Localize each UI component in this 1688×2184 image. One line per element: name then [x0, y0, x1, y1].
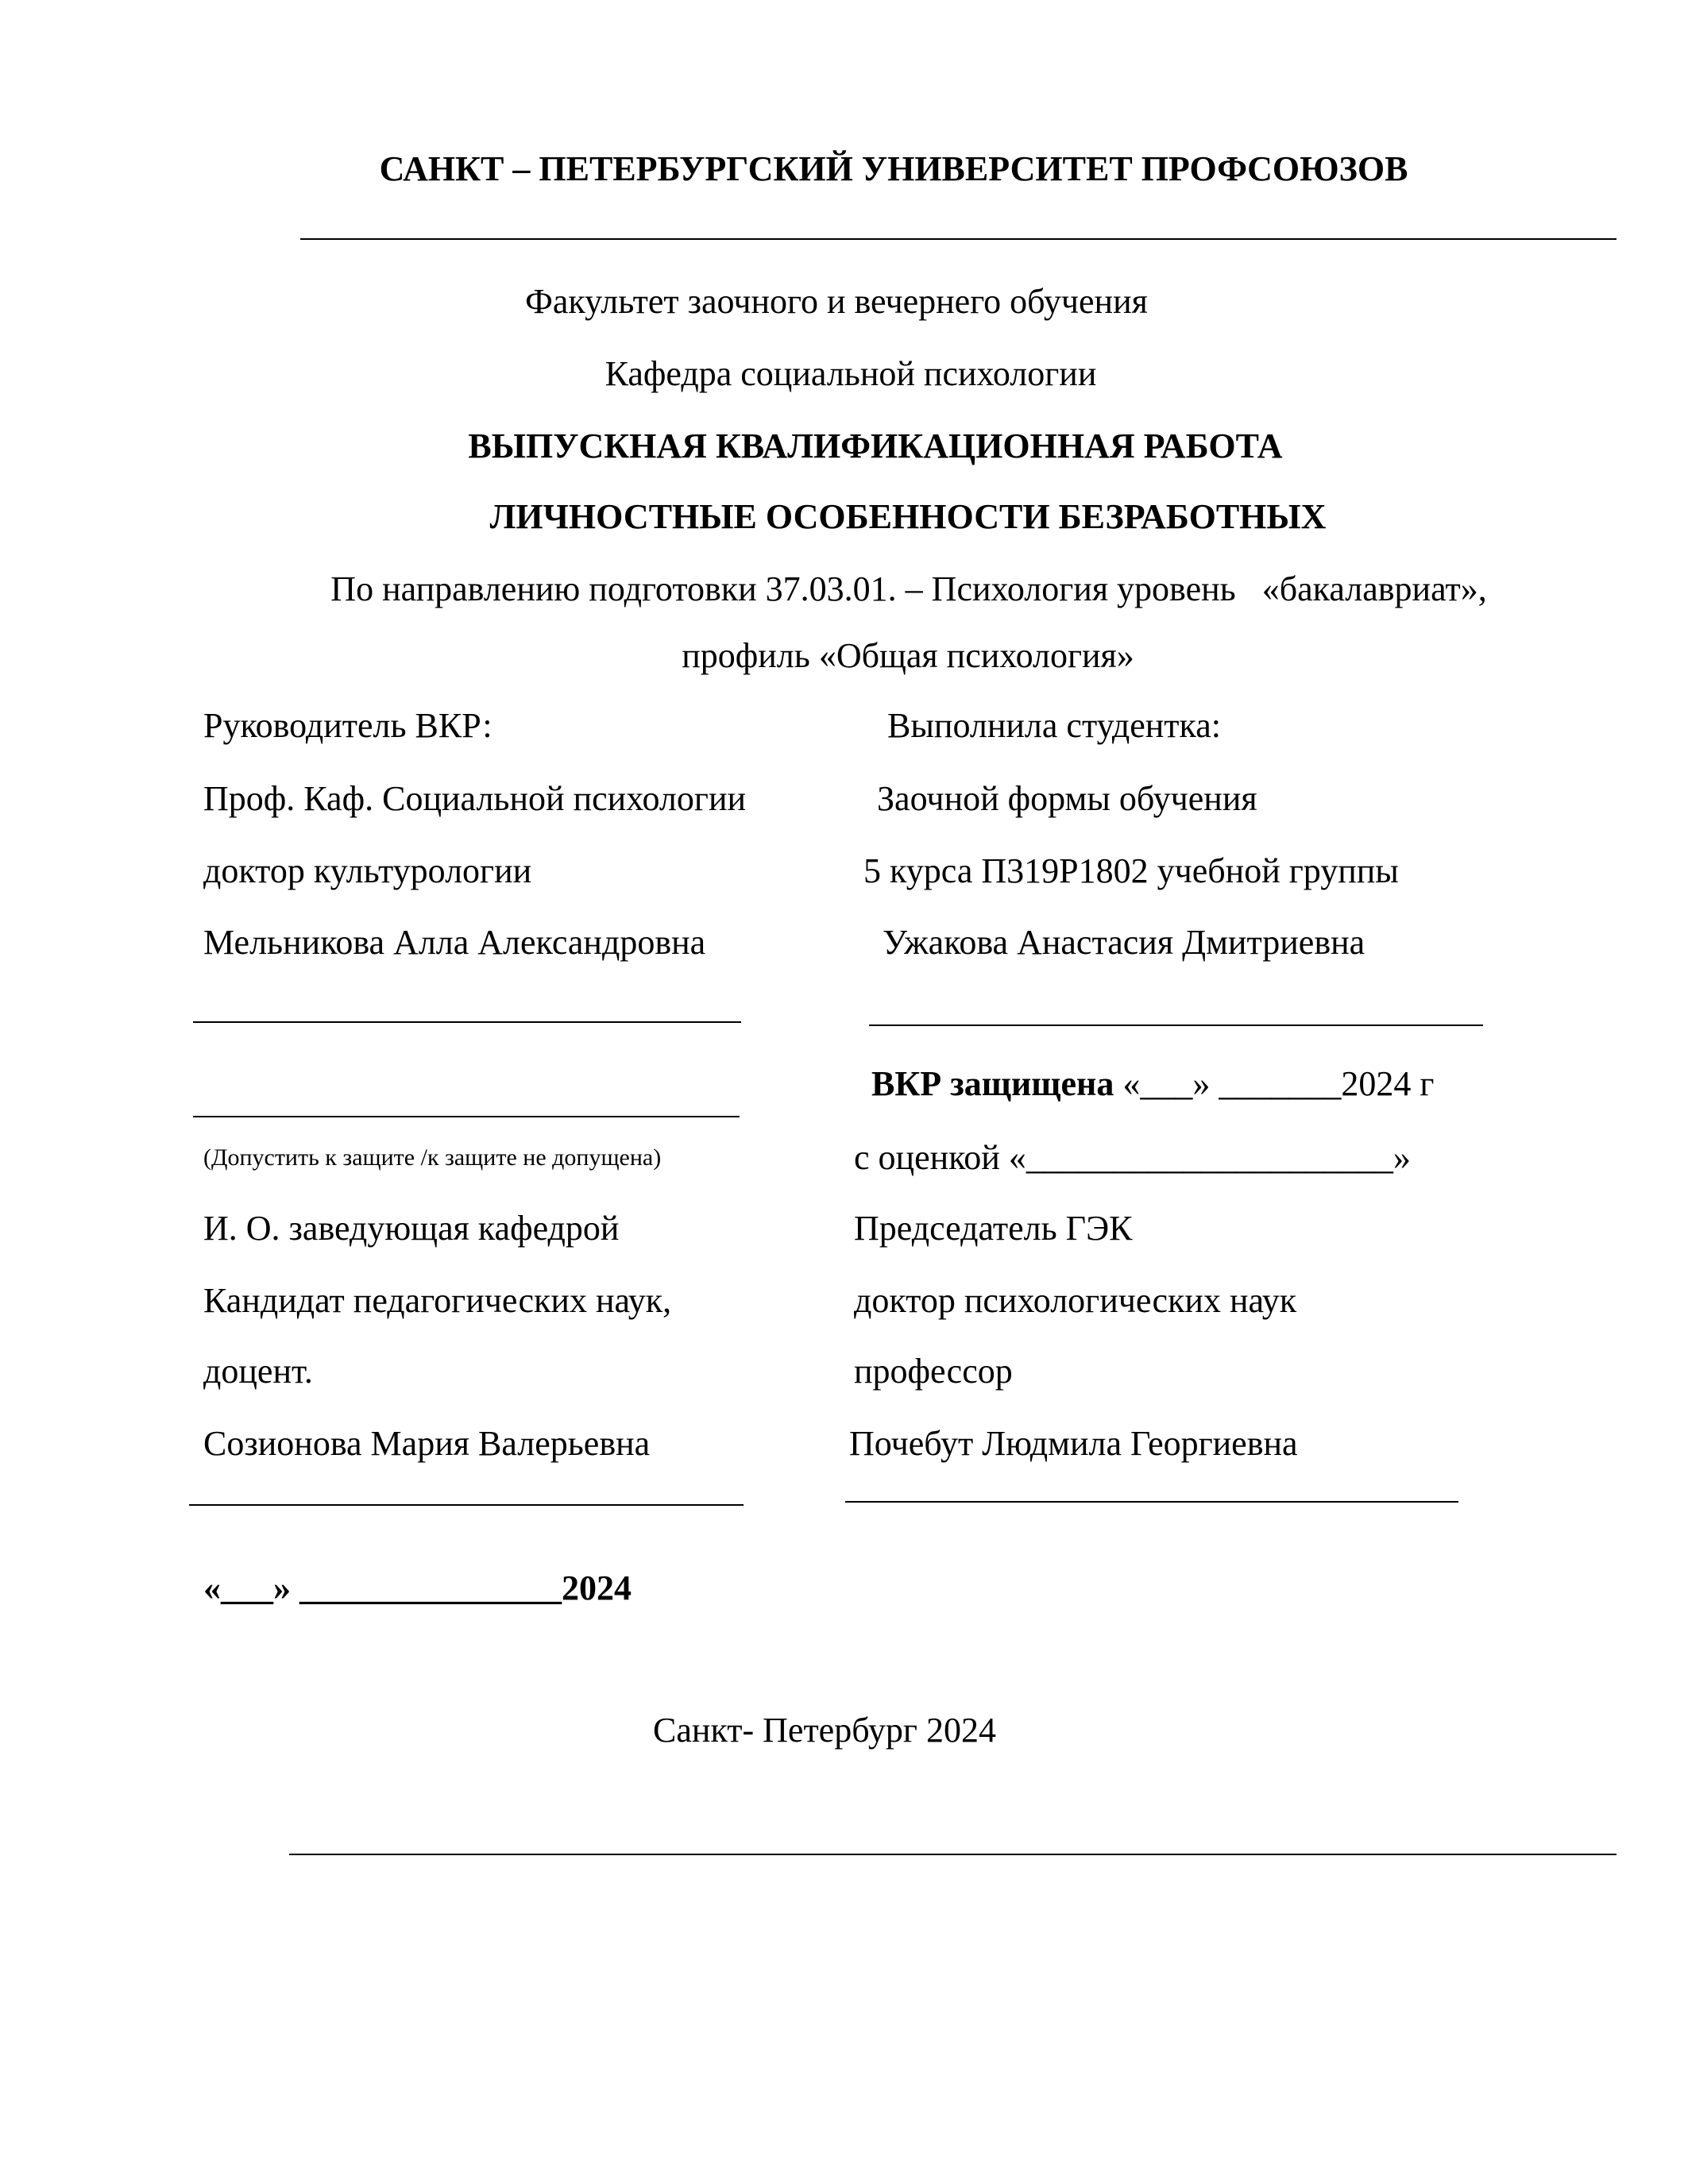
student-group: 5 курса П319Р1802 учебной группы: [863, 851, 1399, 890]
student-signature-line: [869, 1024, 1483, 1026]
thesis-title: ЛИЧНОСТНЫЕ ОСОБЕННОСТИ БЕЗРАБОТНЫХ: [489, 497, 1327, 536]
student-name: Ужакова Анастасия Дмитриевна: [883, 923, 1365, 962]
divider: [300, 238, 1617, 240]
admission-signature-line: [193, 1116, 740, 1117]
footer-divider: [289, 1854, 1617, 1855]
university-name: САНКТ – ПЕТЕРБУРГСКИЙ УНИВЕРСИТЕТ ПРОФСОЮЗОВ: [379, 149, 1408, 188]
defense-date: «___» _______2024 г: [1114, 1064, 1435, 1103]
date-line: «___» _______________2024: [203, 1569, 632, 1607]
city-year: Санкт- Петербург 2024: [653, 1711, 996, 1750]
profile: профиль «Общая психология»: [682, 636, 1134, 675]
supervisor-name: Мельникова Алла Александровна: [203, 923, 706, 962]
student-form: Заочной формы обучения: [877, 779, 1257, 818]
admission-note: (Допустить к защите /к защите не допущена): [203, 1144, 662, 1171]
defense-label: ВКР защищена: [871, 1064, 1114, 1103]
supervisor-signature-line: [193, 1021, 741, 1023]
head-signature-line: [189, 1504, 744, 1506]
direction: По направлению подготовки 37.03.01. – Психология уровень «бакалавриат»,: [330, 569, 1487, 608]
gek-position: Председатель ГЭК: [854, 1209, 1133, 1248]
head-name: Созионова Мария Валерьевна: [203, 1424, 651, 1463]
student-label: Выполнила студентка:: [887, 706, 1221, 745]
gek-degree: доктор психологических наук: [854, 1281, 1297, 1320]
department: Кафедра социальной психологии: [605, 354, 1097, 393]
defense-status: [871, 1063, 1434, 1105]
head-position: И. О. заведующая кафедрой: [203, 1209, 620, 1248]
defense-grade: с оценкой «_____________________»: [854, 1138, 1411, 1177]
work-type: ВЫПУСКНАЯ КВАЛИФИКАЦИОННАЯ РАБОТА: [468, 426, 1283, 465]
gek-name: Почебут Людмила Георгиевна: [849, 1424, 1298, 1463]
head-degree: Кандидат педагогических наук,: [203, 1281, 672, 1320]
head-rank: доцент.: [203, 1352, 313, 1391]
gek-rank: профессор: [854, 1352, 1013, 1391]
faculty: Факультет заочного и вечернего обучения: [525, 282, 1148, 321]
supervisor-label: Руководитель ВКР:: [203, 706, 492, 745]
supervisor-position: Проф. Каф. Социальной психологии: [203, 779, 747, 818]
gek-signature-line: [845, 1501, 1458, 1503]
supervisor-degree: доктор культурологии: [203, 851, 532, 890]
